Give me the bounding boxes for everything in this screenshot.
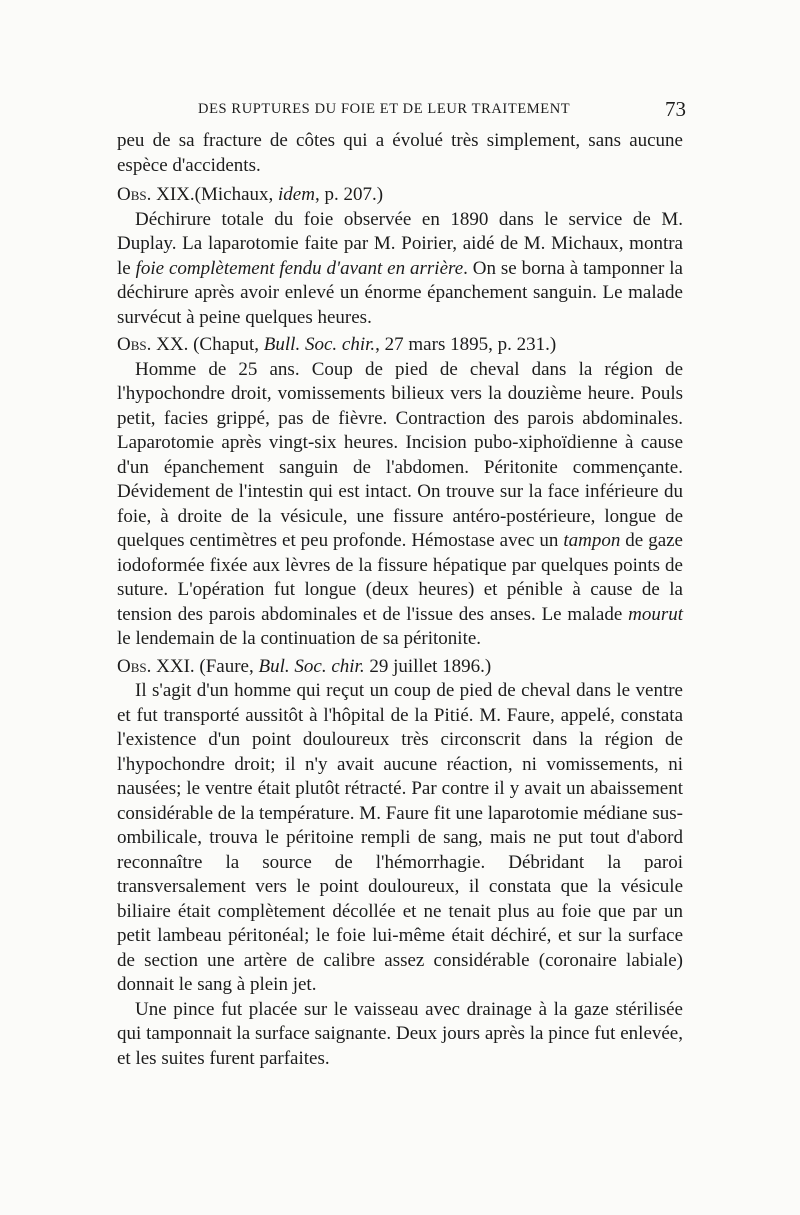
obs-21-heading [117, 655, 683, 680]
obs-20-text-a: Homme de 25 ans. Coup de pied de cheval dans la région de l'hypochondre droit, vomissements bilieux vers la douzième heure. Pouls petit, facies grippé, pas de fièvre. Contraction des parois abdominales. Laparotomie après vingt-six heures. Incision pubo-xiphoïdienne à cause d'un épanchement sanguin de l'abdomen. Péritonite commençante. Dévidement de l'intestin qui est intact. On trouve sur la face inférieure du foie, à droite de la vésicule, une fissure antéro-postérieure, longue de quelques centimètres et peu profonde. Hémostase avec un [117, 358, 683, 551]
page-number: 73 [665, 97, 686, 121]
intro-paragraph: peu de sa fracture de côtes qui a évolué très simplement, sans aucune espèce d'accidents. [117, 130, 683, 176]
page-body [117, 129, 683, 1071]
obs-19-source-open: (Michaux, [194, 184, 279, 205]
obs-19-text-b: . On se borna à tamponner la déchirure après avoir enlevé un énorme épanchement sanguin. Le malade survécut à peine quelques heures. [117, 257, 683, 328]
obs-21-label: Obs. XXI. [117, 655, 195, 677]
obs-20-source-close: , 27 mars 1895, p. 231.) [375, 334, 557, 355]
obs-21-paragraph-1: Il s'agit d'un homme qui reçut un coup de pied de cheval dans le ventre et fut transporté aussitôt à l'hôpital de la Pitié. M. Faure, appelé, constata l'existence d'un point douloureux très circonscrit dans la région de l'hypochondre droit; il n'y avait aucune réaction, ni vomissements, ni nausées; le ventre était plutôt rétracté. Par contre il y avait un abaissement considérable de la température. M. Faure fit une laparotomie médiane sus-ombilicale, trouva le péritoine rempli de sang, mais ne put tout d'abord reconnaître la source de l'hémorrhagie. Débridant la paroi transversalement vers le point douloureux, il constata que la vésicule biliaire était complètement décollée et ne tenait plus au foie que par un petit lambeau péritonéal; le foie lui-même était déchiré, et sur la surface de section une artère de calibre assez considérable (coronaire labiale) donnait le sang à plein jet. [117, 680, 683, 995]
obs-19-label: Obs. XIX. [117, 184, 195, 205]
obs-20-heading [117, 333, 683, 358]
obs-19-source-close: , p. 207.) [314, 184, 384, 205]
obs-20-text-c: le lendemain de la continuation de sa péritonite. [117, 628, 482, 649]
obs-20-paragraph [117, 358, 683, 652]
obs-20-text-b: de gaze iodoformée fixée aux lèvres de la fissure hépatique par quelques points de suture. L'opération fut longue (deux heures) et pénible à cause de la tension des parois abdominales et de l'issue des anses. Le malade [117, 530, 683, 625]
running-header [192, 97, 686, 123]
obs-21-source-close: 29 juillet 1896.) [364, 655, 492, 677]
obs-20-source-journal: Bull. Soc. chir. [263, 334, 376, 355]
obs-19-text-a: Déchirure totale du foie observée en 1890 dans le service de M. Duplay. La laparotomie faite par M. Poirier, aidé de M. Michaux, montra le [117, 208, 683, 279]
obs-21-source-open: (Faure, [194, 655, 259, 677]
obs-19-source-idem: idem [278, 184, 315, 205]
obs-21-source-journal: Bul. Soc. chir. [258, 655, 365, 677]
obs-20-label: Obs. XX. [117, 334, 189, 355]
obs-20-text-emphasis-2: mourut [628, 603, 683, 625]
obs-19-heading [117, 183, 683, 208]
obs-20-text-emphasis-1: tampon [563, 530, 621, 551]
obs-21-paragraph-2: Une pince fut placée sur le vaisseau avec drainage à la gaze stérilisée qui tamponnait la surface saignante. Deux jours après la pince fut enlevée, et les suites furent parfaites. [117, 998, 683, 1069]
obs-20-source-open: (Chaput, [188, 334, 264, 355]
running-title: DES RUPTURES DU FOIE ET DE LEUR TRAITEMENT [198, 101, 571, 117]
obs-19-text-emphasis: foie complètement fendu d'avant en arrière [135, 257, 464, 279]
obs-19-paragraph [117, 208, 683, 331]
